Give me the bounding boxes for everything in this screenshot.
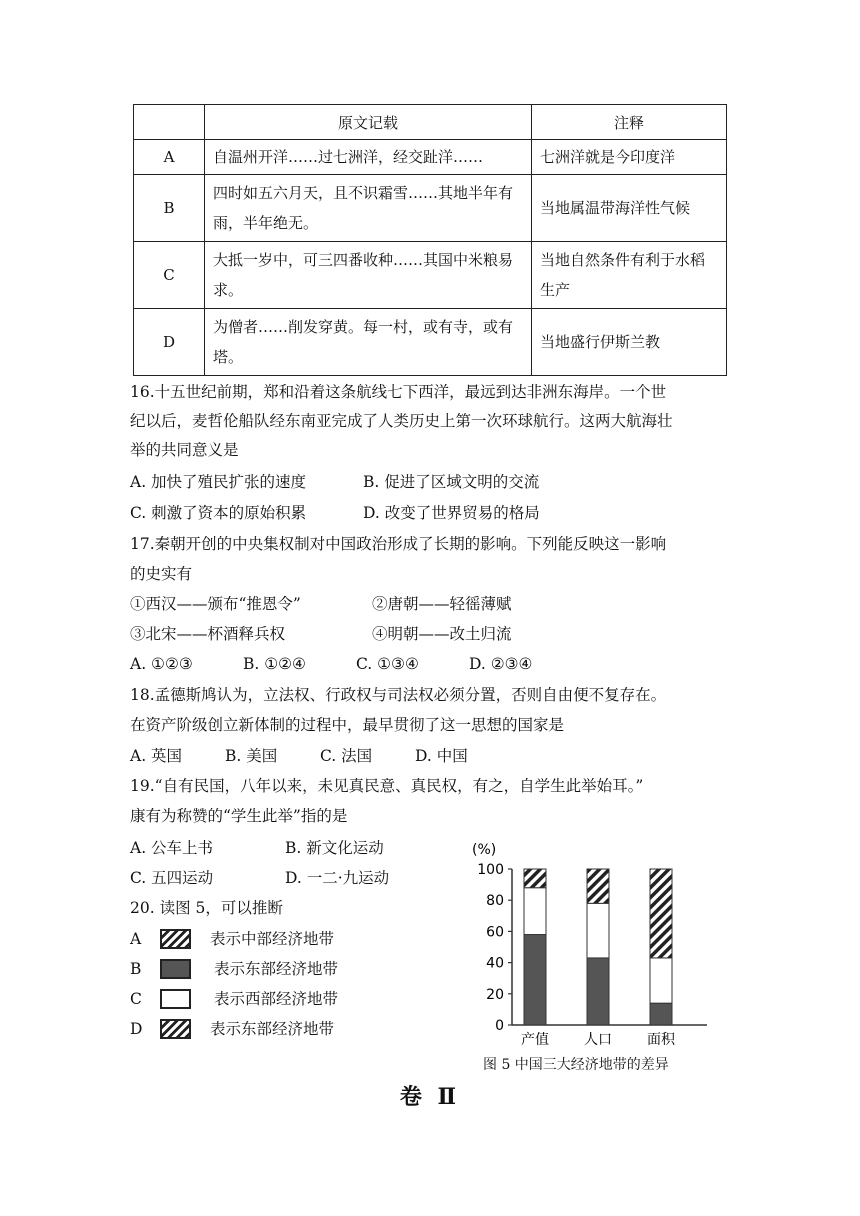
blank-swatch-icon (160, 989, 191, 1009)
q18-line: 18.孟德斯鸠认为，立法权、行政权与司法权必须分置，否则自由便不复存在。 (130, 686, 667, 704)
option-text: 表示东部经济地带 (210, 1020, 335, 1038)
section-title: 卷 Ⅱ (399, 1084, 461, 1110)
table-row (134, 309, 727, 376)
stacked-bar-chart (462, 836, 722, 1056)
q16-line: 举的共同意义是 (130, 441, 239, 459)
original-text: 四时如五六月天，且不识霜雪……其地半年有雨，半年绝无。 (205, 175, 532, 242)
solid-swatch-icon (160, 959, 191, 979)
original-text: 为僧者……削发穿黄。每一村，或有寺，或有塔。 (205, 309, 532, 376)
original-text: 自温州开洋……过七洲洋，经交趾洋…… (205, 140, 532, 175)
q19-option-d[interactable]: D. 一二·九运动 (285, 869, 390, 887)
q17-item-1: ①西汉——颁布“推恩令” (130, 595, 301, 613)
table-row (134, 140, 727, 175)
q17-line: 的史实有 (130, 565, 193, 583)
q17-option-d[interactable]: D. ②③④ (469, 655, 533, 673)
option-text: 表示西部经济地带 (214, 990, 339, 1008)
option-letter: B (130, 960, 142, 978)
bar-segment (524, 935, 546, 1025)
q17-item-3: ③北宋——杯酒释兵权 (130, 625, 286, 643)
y-tick-label: 80 (486, 893, 504, 910)
q18-line: 在资产阶级创立新体制的过程中，最早贯彻了这一思想的国家是 (130, 716, 565, 734)
row-key: B (134, 175, 205, 242)
notes-table (133, 104, 727, 376)
q18-option-a[interactable]: A. 英国 (130, 747, 183, 765)
y-tick-label: 40 (486, 955, 504, 972)
bar-segment (524, 869, 546, 888)
table-header-row (134, 105, 727, 140)
bar-segment (650, 869, 672, 958)
note-text: 当地属温带海洋性气候 (532, 175, 727, 242)
note-text: 当地自然条件有利于水稻生产 (532, 242, 727, 309)
hatched-swatch-icon (160, 1019, 191, 1039)
option-letter: C (130, 990, 142, 1008)
q16-line: 纪以后，麦哲伦船队经东南亚完成了人类历史上第一次环球航行。这两大航海壮 (130, 412, 673, 430)
q17-item-2: ②唐朝——轻徭薄赋 (372, 595, 512, 613)
q16-option-d[interactable]: D. 改变了世界贸易的格局 (363, 504, 540, 522)
q19-line: 康有为称赞的“学生此举”指的是 (130, 807, 348, 825)
x-tick-label: 面积 (647, 1032, 675, 1048)
q18-option-b[interactable]: B. 美国 (225, 747, 278, 765)
option-text: 表示东部经济地带 (214, 960, 339, 978)
q16-line: 16.十五世纪前期，郑和沿着这条航线七下西洋，最远到达非洲东海岸。一个世 (130, 383, 667, 401)
hatched-swatch-icon (160, 929, 191, 949)
q17-option-a[interactable]: A. ①②③ (130, 655, 193, 673)
original-text: 大抵一岁中，可三四番收种……其国中米粮易求。 (205, 242, 532, 309)
x-tick-label: 人口 (584, 1032, 612, 1048)
bar-segment (587, 958, 609, 1025)
q19-option-b[interactable]: B. 新文化运动 (285, 839, 384, 857)
chart-caption: 图 5 中国三大经济地带的差异 (483, 1057, 669, 1073)
y-tick-label: 100 (477, 862, 504, 878)
y-unit-label: (%) (472, 842, 497, 858)
option-letter: A (130, 930, 142, 948)
q18-option-d[interactable]: D. 中国 (415, 747, 468, 765)
q19-option-a[interactable]: A. 公车上书 (130, 839, 214, 857)
q18-option-c[interactable]: C. 法国 (320, 747, 373, 765)
y-tick-label: 60 (486, 924, 504, 941)
table-row (134, 175, 727, 242)
note-text: 七洲洋就是今印度洋 (532, 140, 727, 175)
row-key: A (134, 140, 205, 175)
y-tick-label: 0 (495, 1018, 504, 1034)
bar-segment (587, 869, 609, 903)
q20-stem: 20. 读图 5，可以推断 (130, 899, 283, 917)
q17-line: 17.秦朝开创的中央集权制对中国政治形成了长期的影响。下列能反映这一影响 (130, 535, 667, 553)
table-row (134, 242, 727, 309)
q16-option-c[interactable]: C. 刺激了资本的原始积累 (130, 504, 307, 522)
q19-line: 19.“自有民国，八年以来，未见真民意、真民权，有之，自学生此举始耳。” (130, 777, 644, 795)
bar-segment (650, 958, 672, 1003)
x-tick-label: 产值 (521, 1032, 549, 1048)
bar-segment (587, 903, 609, 958)
q19-option-c[interactable]: C. 五四运动 (130, 869, 214, 887)
row-key: C (134, 242, 205, 309)
y-tick-label: 20 (486, 986, 504, 1003)
table-header-cell: 注释 (532, 105, 727, 140)
q17-item-4: ④明朝——改土归流 (372, 625, 512, 643)
q16-option-b[interactable]: B. 促进了区域文明的交流 (363, 473, 540, 491)
q17-option-b[interactable]: B. ①②④ (243, 655, 306, 673)
q16-option-a[interactable]: A. 加快了殖民扩张的速度 (130, 473, 307, 491)
table-header-cell: 原文记载 (205, 105, 532, 140)
table-header-cell (134, 105, 205, 140)
option-letter: D (130, 1020, 143, 1038)
bar-segment (650, 1003, 672, 1025)
bar-segment (524, 888, 546, 935)
row-key: D (134, 309, 205, 376)
note-text: 当地盛行伊斯兰教 (532, 309, 727, 376)
q17-option-c[interactable]: C. ①③④ (356, 655, 419, 673)
option-text: 表示中部经济地带 (210, 930, 335, 948)
